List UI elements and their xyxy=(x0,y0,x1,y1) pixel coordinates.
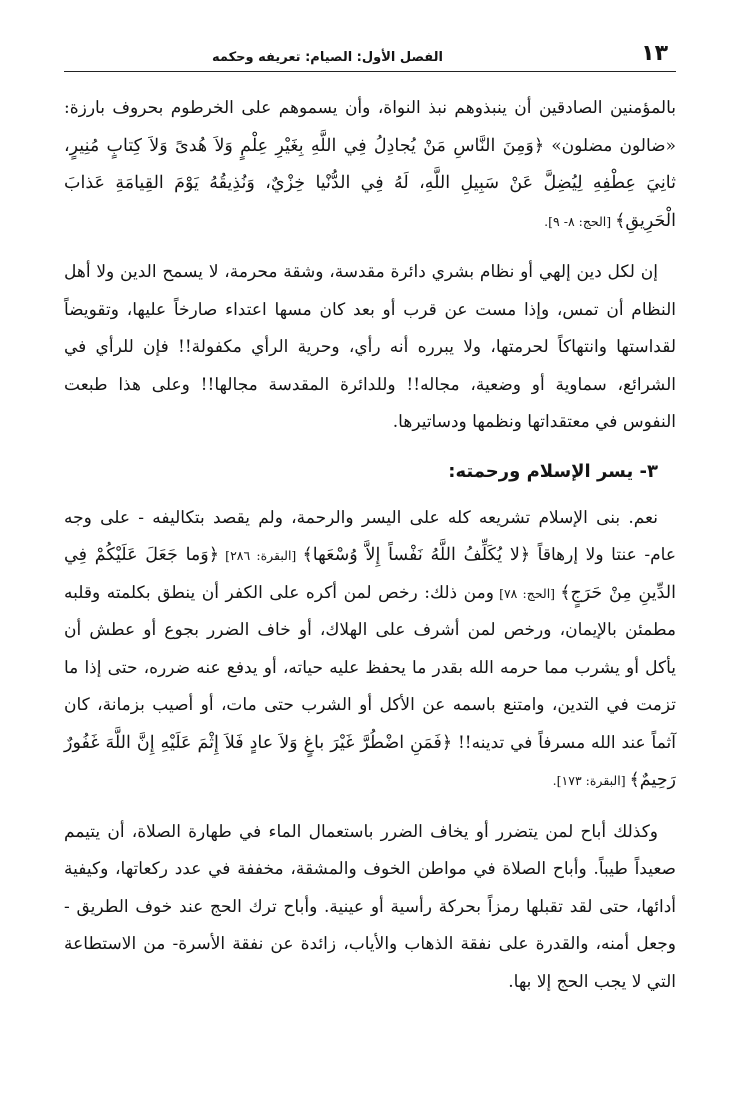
page-number: ١٣ xyxy=(641,41,668,66)
page-header xyxy=(64,40,676,72)
paragraph-3-text-2: ومن ذلك: رخص لمن أكره على الكفر أن ينطق بكلمته وقلبه مطمئن بالإيمان، ورخص لمن أشرف على الهلاك، أو خاف الضرر بجوع أو عطش أن يأكل أو يشرب مما حرمه الله بقدر ما يحفظ عليه حياته، أو يدفع عنه ضرره، حتى إذا ما تزمت في التدين، وامتنع باسمه عن الأكل أو الشرب حتى مات، أو أصيب بزمانة، كان آثماً عند الله مسرفاً في تدينه!! xyxy=(64,582,676,753)
paragraph-2: إن لكل دين إلهي أو نظام بشري دائرة مقدسة، وشقة محرمة، لا يسمح الدين ولا أهل النظام أن تمس، وإذا مست عن قرب أو بعد كان مسها اعتداء صارخاً عليها، وتقويضاً لقداستها وانتهاكاً لحرمتها، ولا يبرره أنه رأي، وحرية الرأي مكفولة!! فإن للرأي في الشرائع، سماوية أو وضعية، مجاله!! وللدائرة المقدسة مجالها!! وعلى هذا طبعت النفوس في معتقداتها ونظمها ودساتيرها. xyxy=(64,262,676,432)
verse-citation-baqarah-173: [البقرة: ١٧٣]. xyxy=(552,773,630,788)
paragraph-3 xyxy=(64,500,676,800)
quran-verse-baqarah-173: ﴿فَمَنِ اضْطُرَّ غَيْرَ باغٍ وَلاَ عادٍ فَلاَ إِثْمَ عَلَيْهِ إِنَّ اللَّهَ غَفُورٌ رَحِيمٌ﴾ xyxy=(64,732,676,790)
paragraph-1-text: بالمؤمنين الصادقين أن ينبذوهم نبذ النواة، وأن يسموهم على الخرطوم بحروف بارزة: «ضالون مضلون» xyxy=(64,98,676,156)
paragraph-4: وكذلك أباح لمن يتضرر أو يخاف الضرر باستعمال الماء في طهارة الصلاة، أن يتيمم صعيداً طيباً. وأباح الصلاة في مواطن الخوف والمشقة، مخففة في عدد ركعاتها، وكيفية أدائها، حتى لقد تقبلها رمزاً بحركة رأسية أو عينية. وأباح ترك الحج عند خوف الطريق - وجعل أمنه، والقدرة على نفقة الذهاب والأياب، زائدة عن نفقة الأسرة- من الاستطاعة التي لا يجب الحج إلا بها. xyxy=(64,821,676,992)
paragraph-3-text-1: نعم. بنى الإسلام تشريعه كله على اليسر والرحمة، ولم يقصد بتكاليفه - على وجه عام- عنتا ولا إرهاقاً xyxy=(64,507,676,565)
paragraph-1 xyxy=(64,90,676,240)
verse-citation-hajj-8-9: [الحج: ٨- ٩]. xyxy=(544,213,616,229)
verse-citation-hajj-78: [الحج: ٧٨] xyxy=(493,585,561,601)
verse-citation-baqarah-286: [البقرة: ٢٨٦] xyxy=(219,548,303,563)
running-title: الفصل الأول: الصيام: تعريفه وحكمه xyxy=(212,50,444,65)
book-page xyxy=(64,40,676,1080)
quran-verse-baqarah-286: ﴿لا يُكَلِّفُ اللَّهُ نَفْساً إِلاَّ وُسْعَها﴾ xyxy=(302,545,531,565)
section-heading: ٣- يسر الإسلام ورحمته: xyxy=(448,460,658,482)
page-body xyxy=(64,90,676,1001)
quran-verse-hajj-8-9: ﴿وَمِنَ النَّاسِ مَنْ يُجادِلُ فِي اللَّهِ بِغَيْرِ عِلْمٍ وَلاَ هُدىً وَلاَ كِتابٍ مُنِيرٍ، ثانِيَ عِطْفِهِ لِيُضِلَّ عَنْ سَبِيلِ اللَّهِ، لَهُ فِي الدُّنْيا خِزْيٌ، وَنُذِيقُهُ يَوْمَ القِيامَةِ عَذابَ الْحَرِيقِ﴾ xyxy=(64,135,676,231)
quran-verse-hajj-78: ﴿وَما جَعَلَ عَلَيْكُمْ فِي الدِّينِ مِنْ حَرَجٍ﴾ xyxy=(64,545,676,603)
